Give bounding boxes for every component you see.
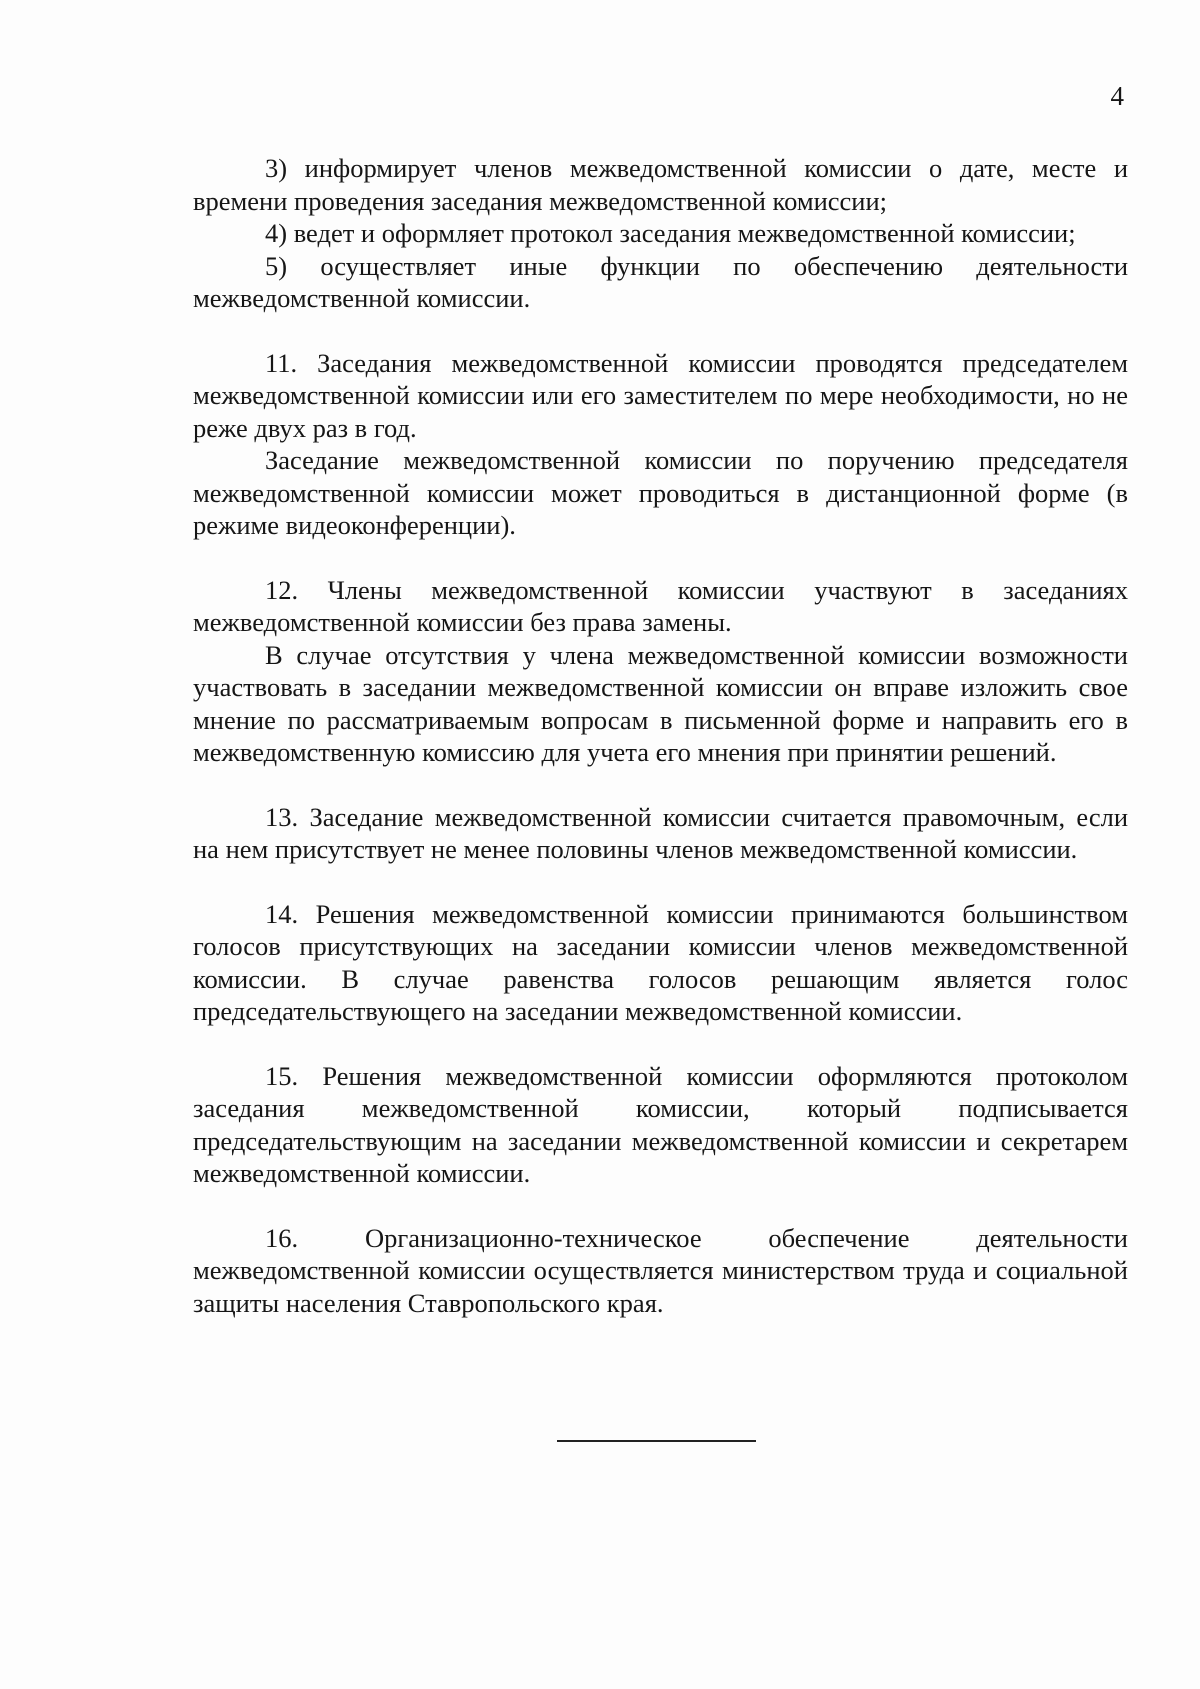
end-of-document-rule — [557, 1440, 756, 1442]
paragraph-clause-11-remote: Заседание межведомственной комиссии по поручению председателя межведомственной комиссии может проводиться в дистанционной форме (в режиме видеоконференции). — [193, 445, 1128, 540]
document-body — [193, 152, 1128, 1319]
paragraph-clause-15: 15. Решения межведомственной комиссии оформляются протоколом заседания межведомственной комиссии, который подписывается председательствующим на заседании межведомственной комиссии и секретарем межведомственной комиссии. — [193, 1060, 1128, 1188]
paragraph-item-4: 4) ведет и оформляет протокол заседания межведомственной комиссии; — [265, 218, 1076, 248]
paragraph-clause-12: 12. Члены межведомственной комиссии участвуют в заседаниях межведомственной комиссии без права замены. — [193, 574, 1128, 637]
paragraph-item-5: 5) осуществляет иные функции по обеспечению деятельности межведомственной комиссии. — [193, 250, 1128, 313]
paragraph-clause-11: 11. Заседания межведомственной комиссии проводятся председателем межведомственной комиссии или его заместителем по мере необходимости, но не реже двух раз в год. — [193, 347, 1128, 443]
paragraph-clause-13: 13. Заседание межведомственной комиссии считается правомочным, если на нем присутствует не менее половины членов межведомственной комиссии. — [193, 801, 1128, 864]
paragraph-clause-16: 16. Организационно-техническое обеспечение деятельности межведомственной комиссии осуществляется министерством труда и социальной защиты населения Ставропольского края. — [193, 1222, 1128, 1318]
paragraph-clause-14: 14. Решения межведомственной комиссии принимаются большинством голосов присутствующих на заседании комиссии членов межведомственной комиссии. В случае равенства голосов решающим является голос председательствующего на заседании межведомственной комиссии. — [193, 898, 1128, 1026]
page-number: 4 — [1110, 81, 1124, 111]
paragraph-clause-12-absence: В случае отсутствия у члена межведомственной комиссии возможности участвовать в заседании межведомственной комиссии он вправе изложить свое мнение по рассматриваемым вопросам в письменной форме и направить его в межведомственную комиссию для учета его мнения при принятии решений. — [193, 639, 1128, 767]
paragraph-item-3: 3) информирует членов межведомственной комиссии о дате, месте и времени проведения заседания межведомственной комиссии; — [193, 153, 1128, 216]
